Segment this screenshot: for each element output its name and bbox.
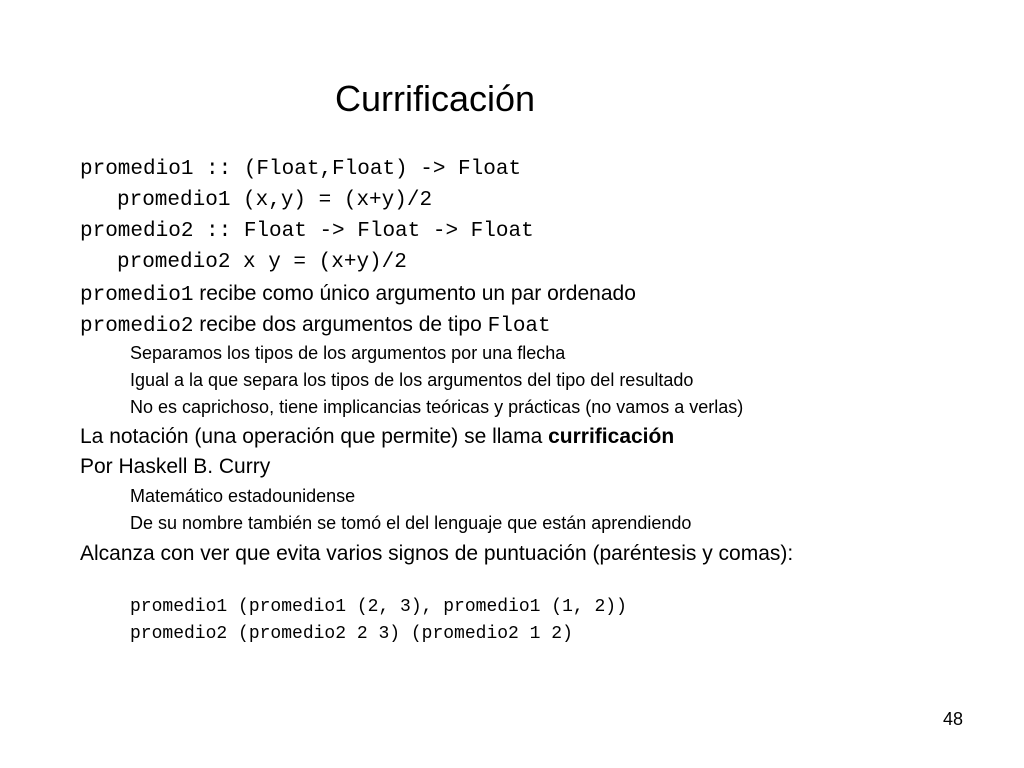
bullet-haskell-curry: Por Haskell B. Curry bbox=[80, 455, 271, 478]
code-example-promedio2: promedio2 (promedio2 2 3) (promedio2 1 2) bbox=[130, 624, 573, 644]
bullet-text: recibe como único argumento un par ordenado bbox=[193, 282, 636, 305]
code-signature-promedio2: promedio2 :: Float -> Float -> Float bbox=[80, 220, 534, 243]
slide-title: Currificación bbox=[334, 78, 536, 119]
bullet-promedio2 bbox=[80, 312, 551, 340]
bold-term: currificación bbox=[548, 425, 675, 448]
code-definition-promedio2: promedio2 x y = (x+y)/2 bbox=[117, 251, 407, 274]
page-number: 48 bbox=[942, 709, 963, 729]
sub-bullet: Igual a la que separa los tipos de los argumentos del tipo del resultado bbox=[130, 370, 694, 390]
sub-bullet: Separamos los tipos de los argumentos por una flecha bbox=[130, 343, 566, 363]
inline-code-type: Float bbox=[487, 315, 551, 338]
bullet-alcanza: Alcanza con ver que evita varios signos de puntuación (paréntesis y comas): bbox=[80, 542, 794, 565]
inline-code: promedio1 bbox=[80, 284, 194, 307]
code-signature-promedio1: promedio1 :: (Float,Float) -> Float bbox=[80, 158, 522, 181]
code-example-promedio1: promedio1 (promedio1 (2, 3), promedio1 (1, 2)) bbox=[130, 597, 627, 617]
inline-code: promedio2 bbox=[80, 315, 194, 338]
sub-bullet: De su nombre también se tomó el del lenguaje que están aprendiendo bbox=[130, 513, 692, 533]
code-definition-promedio1: promedio1 (x,y) = (x+y)/2 bbox=[117, 189, 433, 212]
bullet-promedio1 bbox=[80, 281, 636, 309]
sub-bullet: No es caprichoso, tiene implicancias teóricas y prácticas (no vamos a verlas) bbox=[130, 397, 744, 417]
sub-bullet: Matemático estadounidense bbox=[130, 486, 356, 506]
bullet-currificacion bbox=[80, 424, 674, 450]
bullet-text: La notación (una operación que permite) se llama bbox=[80, 425, 549, 448]
bullet-text: recibe dos argumentos de tipo bbox=[193, 313, 488, 336]
